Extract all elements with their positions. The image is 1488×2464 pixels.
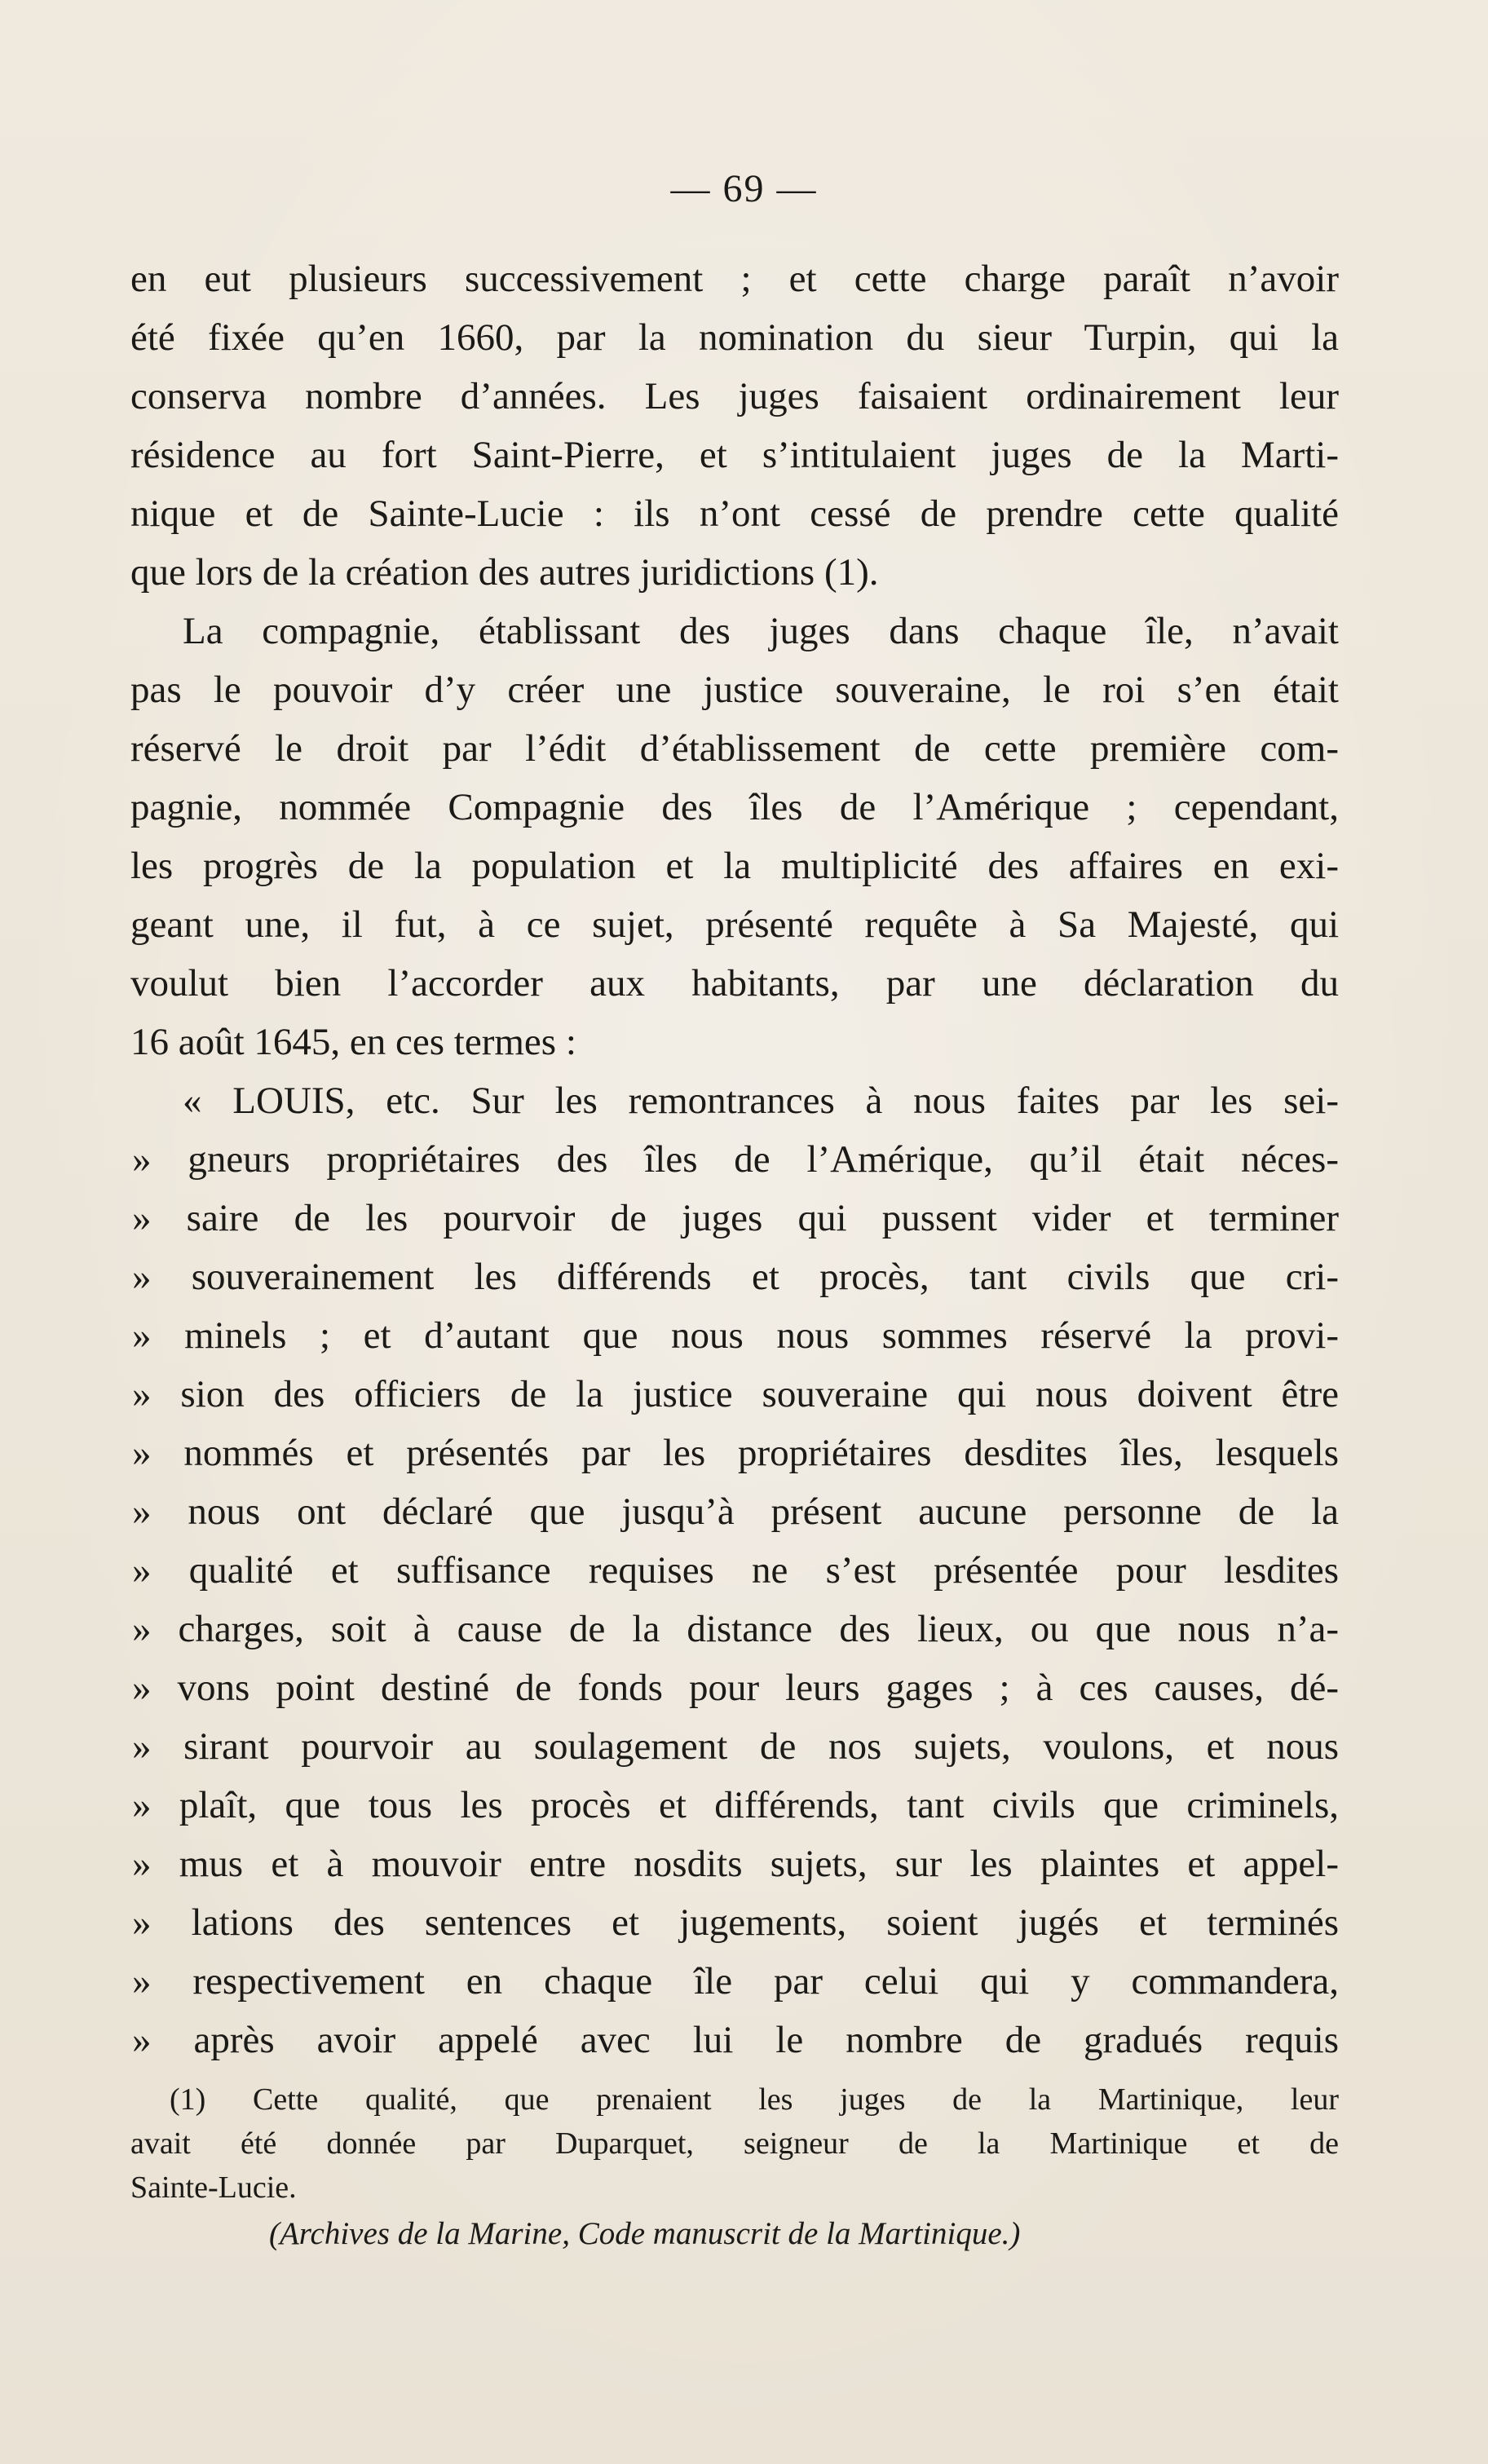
- quote-line: » mus et à mouvoir entre nosdits sujets, sur les plaintes et appel-: [132, 1843, 1339, 1885]
- quote-line: » souverainement les différends et procès, tant civils que cri-: [132, 1256, 1339, 1298]
- quote-line: » minels ; et d’autant que nous nous sommes réservé la provi-: [132, 1314, 1339, 1357]
- text-line: résidence au fort Saint-Pierre, et s’intitulaient juges de la Marti-: [130, 434, 1339, 476]
- text-line: nique et de Sainte-Lucie : ils n’ont cessé de prendre cette qualité: [130, 492, 1339, 535]
- footnote: [130, 2078, 1339, 2259]
- footnote-line: (1) Cette qualité, que prenaient les juges de la Martinique, leur: [170, 2082, 1339, 2117]
- quote-line: » lations des sentences et jugements, soient jugés et terminés: [132, 1901, 1339, 1944]
- text-line: pas le pouvoir d’y créer une justice souveraine, le roi s’en était: [130, 669, 1339, 711]
- quote-line: » saire de les pourvoir de juges qui pussent vider et terminer: [132, 1197, 1339, 1239]
- text-line: pagnie, nommée Compagnie des îles de l’Amérique ; cependant,: [130, 786, 1339, 828]
- footnote-source: (Archives de la Marine, Code manuscrit de la Martinique.): [269, 2216, 1021, 2251]
- text-line: geant une, il fut, à ce sujet, présenté requête à Sa Majesté, qui: [130, 903, 1339, 946]
- text-line: les progrès de la population et la multiplicité des affaires en exi-: [130, 845, 1339, 887]
- page-number: — 69 —: [670, 167, 818, 210]
- text-line: en eut plusieurs successivement ; et cette charge paraît n’avoir: [130, 258, 1339, 300]
- text-line: 16 août 1645, en ces termes :: [130, 1021, 576, 1063]
- quote-line: » nommés et présentés par les propriétaires desdites îles, lesquels: [132, 1432, 1339, 1474]
- main-text: [130, 249, 1339, 2069]
- text-line: que lors de la création des autres juridictions (1).: [130, 551, 879, 594]
- quote-line: » gneurs propriétaires des îles de l’Amérique, qu’il était néces-: [132, 1138, 1339, 1181]
- quote-line: » nous ont déclaré que jusqu’à présent aucune personne de la: [132, 1490, 1339, 1533]
- footnote-line: Sainte-Lucie.: [130, 2170, 297, 2205]
- quote-line: » charges, soit à cause de la distance des lieux, ou que nous n’a-: [132, 1608, 1339, 1650]
- text-line: voulut bien l’accorder aux habitants, par une déclaration du: [130, 962, 1339, 1005]
- quote-line: » plaît, que tous les procès et différends, tant civils que criminels,: [132, 1784, 1339, 1826]
- quote-line: » sion des officiers de la justice souveraine qui nous doivent être: [132, 1373, 1339, 1415]
- footnote-line: avait été donnée par Duparquet, seigneur de la Martinique et de: [130, 2126, 1339, 2161]
- quote-line: « LOUIS, etc. Sur les remontrances à nous faites par les sei-: [183, 1080, 1339, 1122]
- quote-line: » après avoir appelé avec lui le nombre de gradués requis: [132, 2019, 1339, 2061]
- quote-line: » vons point destiné de fonds pour leurs gages ; à ces causes, dé-: [132, 1667, 1339, 1709]
- text-line: été fixée qu’en 1660, par la nomination du sieur Turpin, qui la: [130, 316, 1339, 359]
- text-line: La compagnie, établissant des juges dans chaque île, n’avait: [183, 610, 1339, 652]
- quote-line: » respectivement en chaque île par celui qui y commandera,: [132, 1960, 1339, 2003]
- quote-line: » sirant pourvoir au soulagement de nos sujets, voulons, et nous: [132, 1725, 1339, 1768]
- text-line: réservé le droit par l’édit d’établissement de cette première com-: [130, 727, 1339, 770]
- quote-line: » qualité et suffisance requises ne s’est présentée pour lesdites: [132, 1549, 1339, 1592]
- text-line: conserva nombre d’années. Les juges faisaient ordinairement leur: [130, 375, 1339, 417]
